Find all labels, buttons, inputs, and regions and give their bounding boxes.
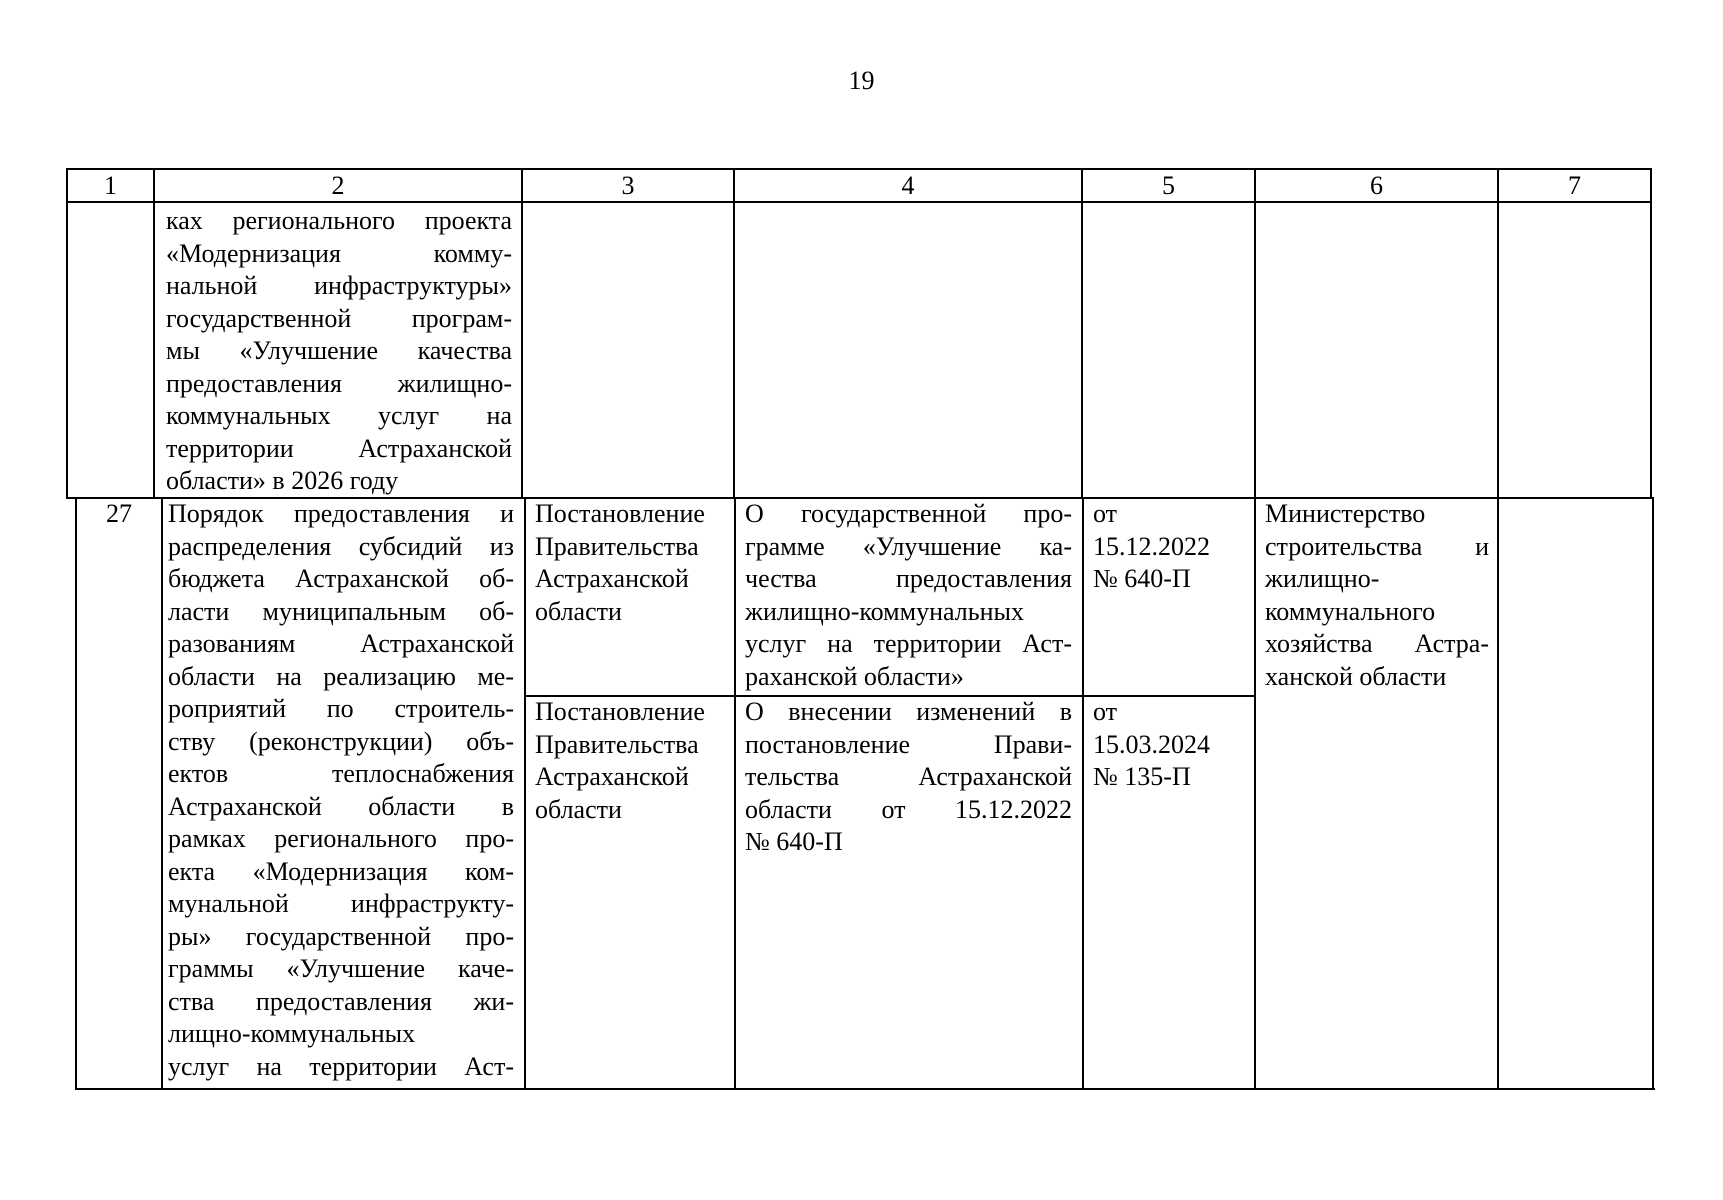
cell-line: Правительства [535, 729, 699, 759]
cell-line: № 135-П [1093, 762, 1191, 791]
vline-3-upper [733, 168, 735, 499]
cell-line: ству (реконструкции) объ- [168, 726, 514, 756]
cell-line: ках регионального проекта [166, 206, 512, 235]
cell-line: распределения субсидий из [168, 531, 514, 561]
cell-line: постановление Прави- [745, 729, 1072, 759]
cell-line: строительства и [1265, 531, 1489, 561]
vline-6-lower [1497, 497, 1499, 1090]
cell-line: 15.12.2022 [1093, 531, 1210, 561]
cell-line: территории Астраханской [166, 433, 512, 463]
cell-line: ры» государственной про- [168, 921, 514, 951]
cell-line: Порядок предоставления и [168, 499, 514, 528]
row27-sub2-col4 [745, 696, 1072, 859]
vline-1-upper [153, 168, 155, 499]
vline-4-upper [1081, 168, 1083, 499]
cell-line: Правительства [535, 531, 699, 561]
cell-line: ханской области [1265, 661, 1447, 691]
header-col-6: 6 [1370, 171, 1383, 200]
row27-col6 [1265, 498, 1489, 693]
page-number: 19 [848, 66, 875, 95]
vline-7-lower [1652, 497, 1654, 1090]
cell-line: бюджета Астраханской об- [168, 564, 514, 593]
cell-line: Постановление [535, 499, 705, 528]
header-col-7: 7 [1568, 171, 1581, 200]
cell-line: коммунального [1265, 596, 1436, 626]
cell-line: мунальной инфраструкту- [168, 889, 514, 918]
continued-row-col2 [166, 205, 512, 498]
cell-line: Министерство [1265, 499, 1426, 528]
vline-2-upper [521, 168, 523, 499]
row27-number: 27 [106, 499, 132, 528]
cell-line: от [1093, 499, 1118, 528]
cell-line: О государственной про- [745, 499, 1072, 528]
vline-1-lower [161, 497, 163, 1090]
cell-line: жилищно- [1265, 564, 1380, 593]
cell-line: чества предоставления [745, 564, 1072, 593]
cell-line: области [535, 794, 622, 824]
cell-line: нальной инфраструктуры» [166, 271, 512, 300]
row27-sub2-col5 [1093, 696, 1253, 794]
vline-0-lower [75, 497, 77, 1090]
cell-line: жилищно-коммунальных [745, 596, 1024, 626]
vline-7-upper [1650, 168, 1652, 499]
cell-line: Астраханской области в [168, 791, 514, 821]
cell-line: Астраханской [535, 564, 689, 593]
cell-line: Астраханской [535, 762, 689, 791]
cell-line: ласти муниципальным об- [168, 596, 514, 626]
vline-0-upper [66, 168, 68, 499]
header-col-3: 3 [621, 171, 635, 200]
cell-line: № 640-П [1093, 564, 1191, 593]
vline-4-lower [1082, 497, 1084, 1090]
cell-line: области на реализацию ме- [168, 661, 514, 691]
vline-6-upper [1497, 168, 1499, 499]
cell-line: роприятий по строитель- [168, 694, 514, 723]
cell-line: области от 15.12.2022 [745, 794, 1072, 824]
cell-line: области» в 2026 году [166, 466, 399, 495]
header-col-1: 1 [104, 171, 117, 200]
cell-line: екта «Модернизация ком- [168, 856, 514, 886]
cell-line: О внесении изменений в [745, 697, 1072, 726]
cell-line: области [535, 596, 622, 626]
cell-line: лищно-коммунальных [168, 1019, 416, 1048]
header-col-4: 4 [901, 171, 915, 200]
cell-line: № 640-П [745, 827, 843, 856]
cell-line: рамках регионального про- [168, 824, 514, 853]
table-bottom-border [75, 1088, 1655, 1090]
cell-line: грамме «Улучшение ка- [745, 531, 1072, 561]
row27-col2 [168, 498, 514, 1083]
header-col-5: 5 [1162, 171, 1175, 200]
cell-line: ектов теплоснабжения [168, 759, 514, 788]
cell-line: мы «Улучшение качества [166, 336, 512, 365]
cell-line: коммунальных услуг на [166, 401, 512, 430]
cell-line: 15.03.2024 [1093, 729, 1210, 759]
cell-line: ства предоставления жи- [168, 986, 514, 1016]
vline-5-lower [1254, 497, 1256, 1090]
vline-2-lower [524, 497, 526, 1090]
cell-line: услуг на территории Аст- [168, 1051, 514, 1081]
cell-line: услуг на территории Аст- [745, 629, 1072, 658]
row27-sub2-col3 [535, 696, 733, 826]
cell-line: Постановление [535, 697, 705, 726]
cell-line: государственной програм- [166, 303, 512, 333]
cell-line: «Модернизация комму- [166, 238, 512, 268]
row27-sub1-col5 [1093, 498, 1253, 596]
row27-sub1-col3 [535, 498, 733, 628]
cell-line: граммы «Улучшение каче- [168, 954, 514, 983]
header-col-2: 2 [331, 171, 345, 200]
cell-line: предоставления жилищно- [166, 368, 512, 398]
cell-line: раханской области» [745, 661, 964, 691]
cell-line: хозяйства Астра- [1265, 629, 1489, 658]
cell-line: тельства Астраханской [745, 762, 1072, 791]
cell-line: разованиям Астраханской [168, 629, 514, 658]
row27-sub1-col4 [745, 498, 1072, 693]
vline-3-lower [734, 497, 736, 1090]
vline-5-upper [1254, 168, 1256, 499]
cell-line: от [1093, 697, 1118, 726]
